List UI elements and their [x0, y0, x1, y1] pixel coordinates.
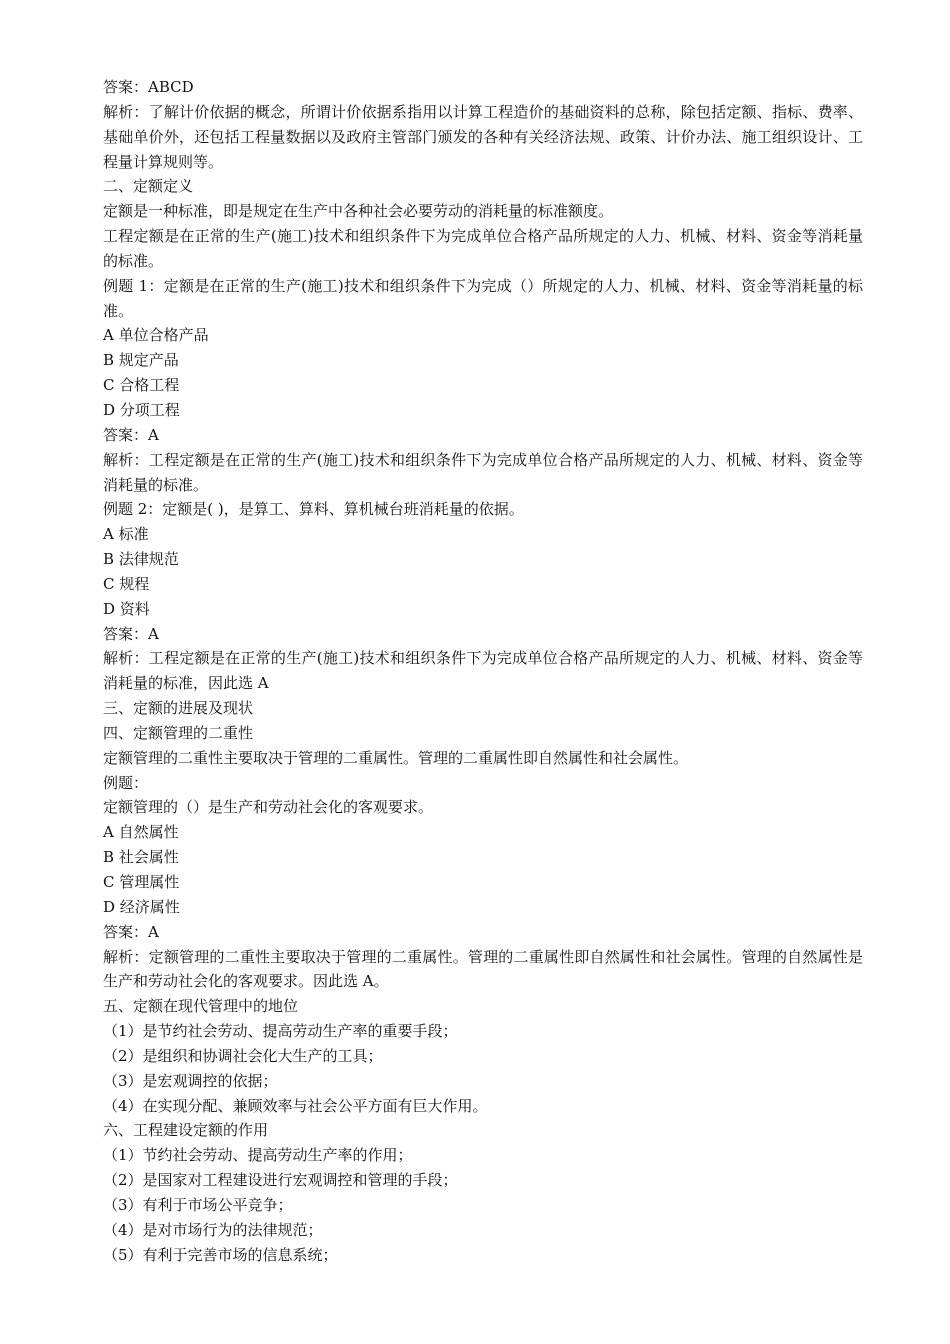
example-question: 例题 1：定额是在正常的生产(施工)技术和组织条件下为完成（）所规定的人力、机械、材料、资金等消耗量的标准。 — [103, 276, 863, 320]
list-item: （4）在实现分配、兼顾效率与社会公平方面有巨大作用。 — [103, 1096, 488, 1115]
option-line: C 合格工程 — [103, 376, 180, 395]
document-page — [103, 75, 863, 1268]
option-line: B 社会属性 — [103, 848, 179, 867]
section-heading: 三、定额的进展及现状 — [103, 699, 254, 718]
option-line: B 规定产品 — [103, 351, 179, 370]
list-item: （2）是组织和协调社会化大生产的工具； — [103, 1046, 383, 1065]
list-item: （5）有利于完善市场的信息系统； — [103, 1245, 338, 1264]
section-heading: 五、定额在现代管理中的地位 — [103, 997, 299, 1016]
list-item: （2）是国家对工程建设进行宏观调控和管理的手段； — [103, 1171, 458, 1190]
answer-line: 答案：ABCD — [103, 78, 194, 96]
option-line: A 单位合格产品 — [103, 326, 209, 345]
body-paragraph: 工程定额是在正常的生产(施工)技术和组织条件下为完成单位合格产品所规定的人力、机械、材料、资金等消耗量的标准。 — [103, 227, 863, 270]
example-question: 定额管理的（）是生产和劳动社会化的客观要求。 — [103, 798, 434, 817]
option-line: C 规程 — [103, 574, 150, 593]
option-line: C 管理属性 — [103, 873, 180, 891]
analysis-paragraph: 解析：工程定额是在正常的生产(施工)技术和组织条件下为完成单位合格产品所规定的人力、机械、材料、资金等消耗量的标准，因此选 A — [103, 649, 863, 693]
section-heading: 二、定额定义 — [103, 177, 194, 196]
analysis-paragraph: 解析：定额管理的二重性主要取决于管理的二重属性。管理的二重属性即自然属性和社会属性。管理的自然属性是生产和劳动社会化的客观要求。因此选 A。 — [103, 947, 863, 991]
example-question: 例题 2：定额是( )，是算工、算料、算机械台班消耗量的依据。 — [103, 500, 524, 519]
body-text: 定额管理的二重性主要取决于管理的二重属性。管理的二重属性即自然属性和社会属性。 — [103, 748, 689, 767]
option-line: A 自然属性 — [103, 823, 179, 842]
option-line: D 分项工程 — [103, 400, 180, 419]
answer-line: 答案：A — [103, 922, 159, 941]
analysis-paragraph: 解析：工程定额是在正常的生产(施工)技术和组织条件下为完成单位合格产品所规定的人力、机械、材料、资金等消耗量的标准。 — [103, 450, 863, 494]
list-item: （1）节约社会劳动、提高劳动生产率的作用； — [103, 1146, 413, 1165]
list-item: （3）是宏观调控的依据； — [103, 1071, 278, 1090]
option-line: D 资料 — [103, 599, 150, 618]
list-item: （4）是对市场行为的法律规范； — [103, 1220, 323, 1239]
section-heading: 四、定额管理的二重性 — [103, 723, 254, 742]
analysis-paragraph: 解析：了解计价依据的概念，所谓计价依据系指用以计算工程造价的基础资料的总称，除包括定额、指标、费率、基础单价外，还包括工程量数据以及政府主管部门颁发的各种有关经济法规、政策、计价办法、施工组织设计、工程量计算规则等。 — [103, 102, 863, 171]
body-text: 定额是一种标准，即是规定在生产中各种社会必要劳动的消耗量的标准额度。 — [103, 202, 614, 221]
option-line: A 标准 — [103, 525, 149, 544]
example-label: 例题： — [103, 773, 149, 792]
answer-line: 答案：A — [103, 624, 159, 643]
option-line: D 经济属性 — [103, 897, 180, 916]
answer-line: 答案：A — [103, 425, 159, 444]
list-item: （3）有利于市场公平竞争； — [103, 1195, 293, 1214]
section-heading: 六、工程建设定额的作用 — [103, 1121, 269, 1140]
list-item: （1）是节约社会劳动、提高劳动生产率的重要手段； — [103, 1022, 458, 1041]
option-line: B 法律规范 — [103, 550, 179, 569]
